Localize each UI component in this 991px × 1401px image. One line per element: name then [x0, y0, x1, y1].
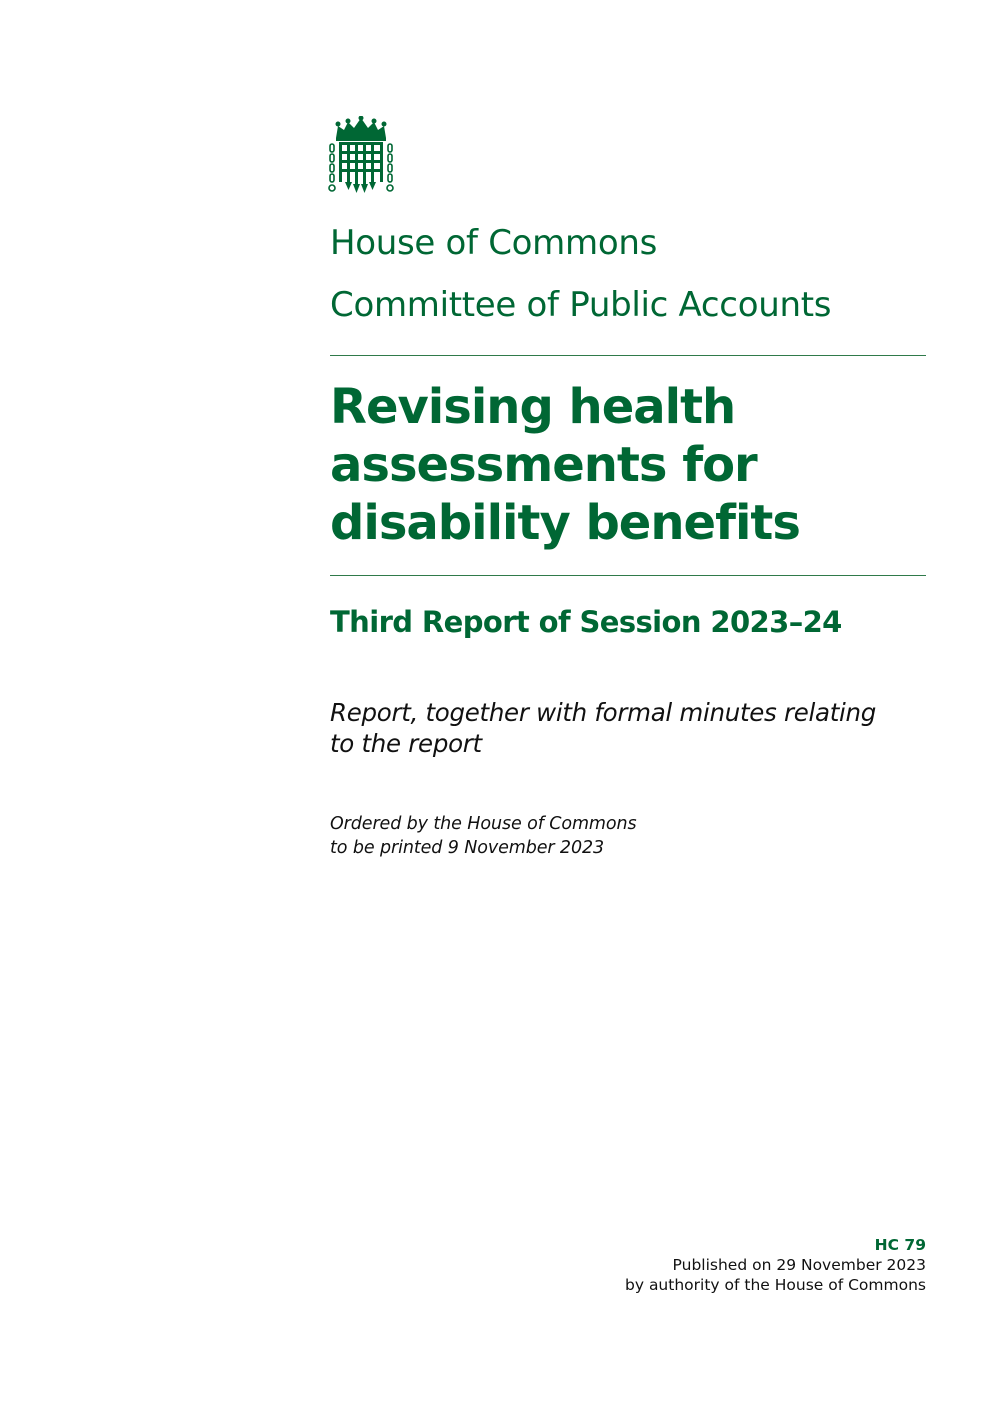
- portcullis-icon: [328, 116, 394, 196]
- report-title-line: assessments for: [330, 437, 757, 493]
- report-title-line: disability benefits: [330, 495, 800, 551]
- ordered-line: Ordered by the House of Commons: [330, 814, 637, 834]
- committee-name: Committee of Public Accounts: [330, 285, 832, 325]
- ordered-line: to be printed 9 November 2023: [330, 838, 605, 858]
- description-line: Report, together with formal minutes relating: [330, 698, 877, 727]
- divider-top: [330, 355, 926, 356]
- published-date: Published on 29 November 2023: [672, 1256, 926, 1274]
- report-title: [330, 378, 930, 552]
- hc-number: HC 79: [874, 1236, 926, 1254]
- description-line: to the report: [330, 729, 482, 758]
- report-description: [330, 697, 930, 759]
- session-subtitle: Third Report of Session 2023–24: [330, 605, 842, 639]
- report-title-line: Revising health: [330, 379, 736, 435]
- printing-order: [330, 812, 730, 860]
- organisation-name: House of Commons: [330, 223, 657, 263]
- divider-bottom: [330, 575, 926, 576]
- publication-info: [625, 1235, 926, 1295]
- publication-authority: by authority of the House of Commons: [625, 1276, 926, 1294]
